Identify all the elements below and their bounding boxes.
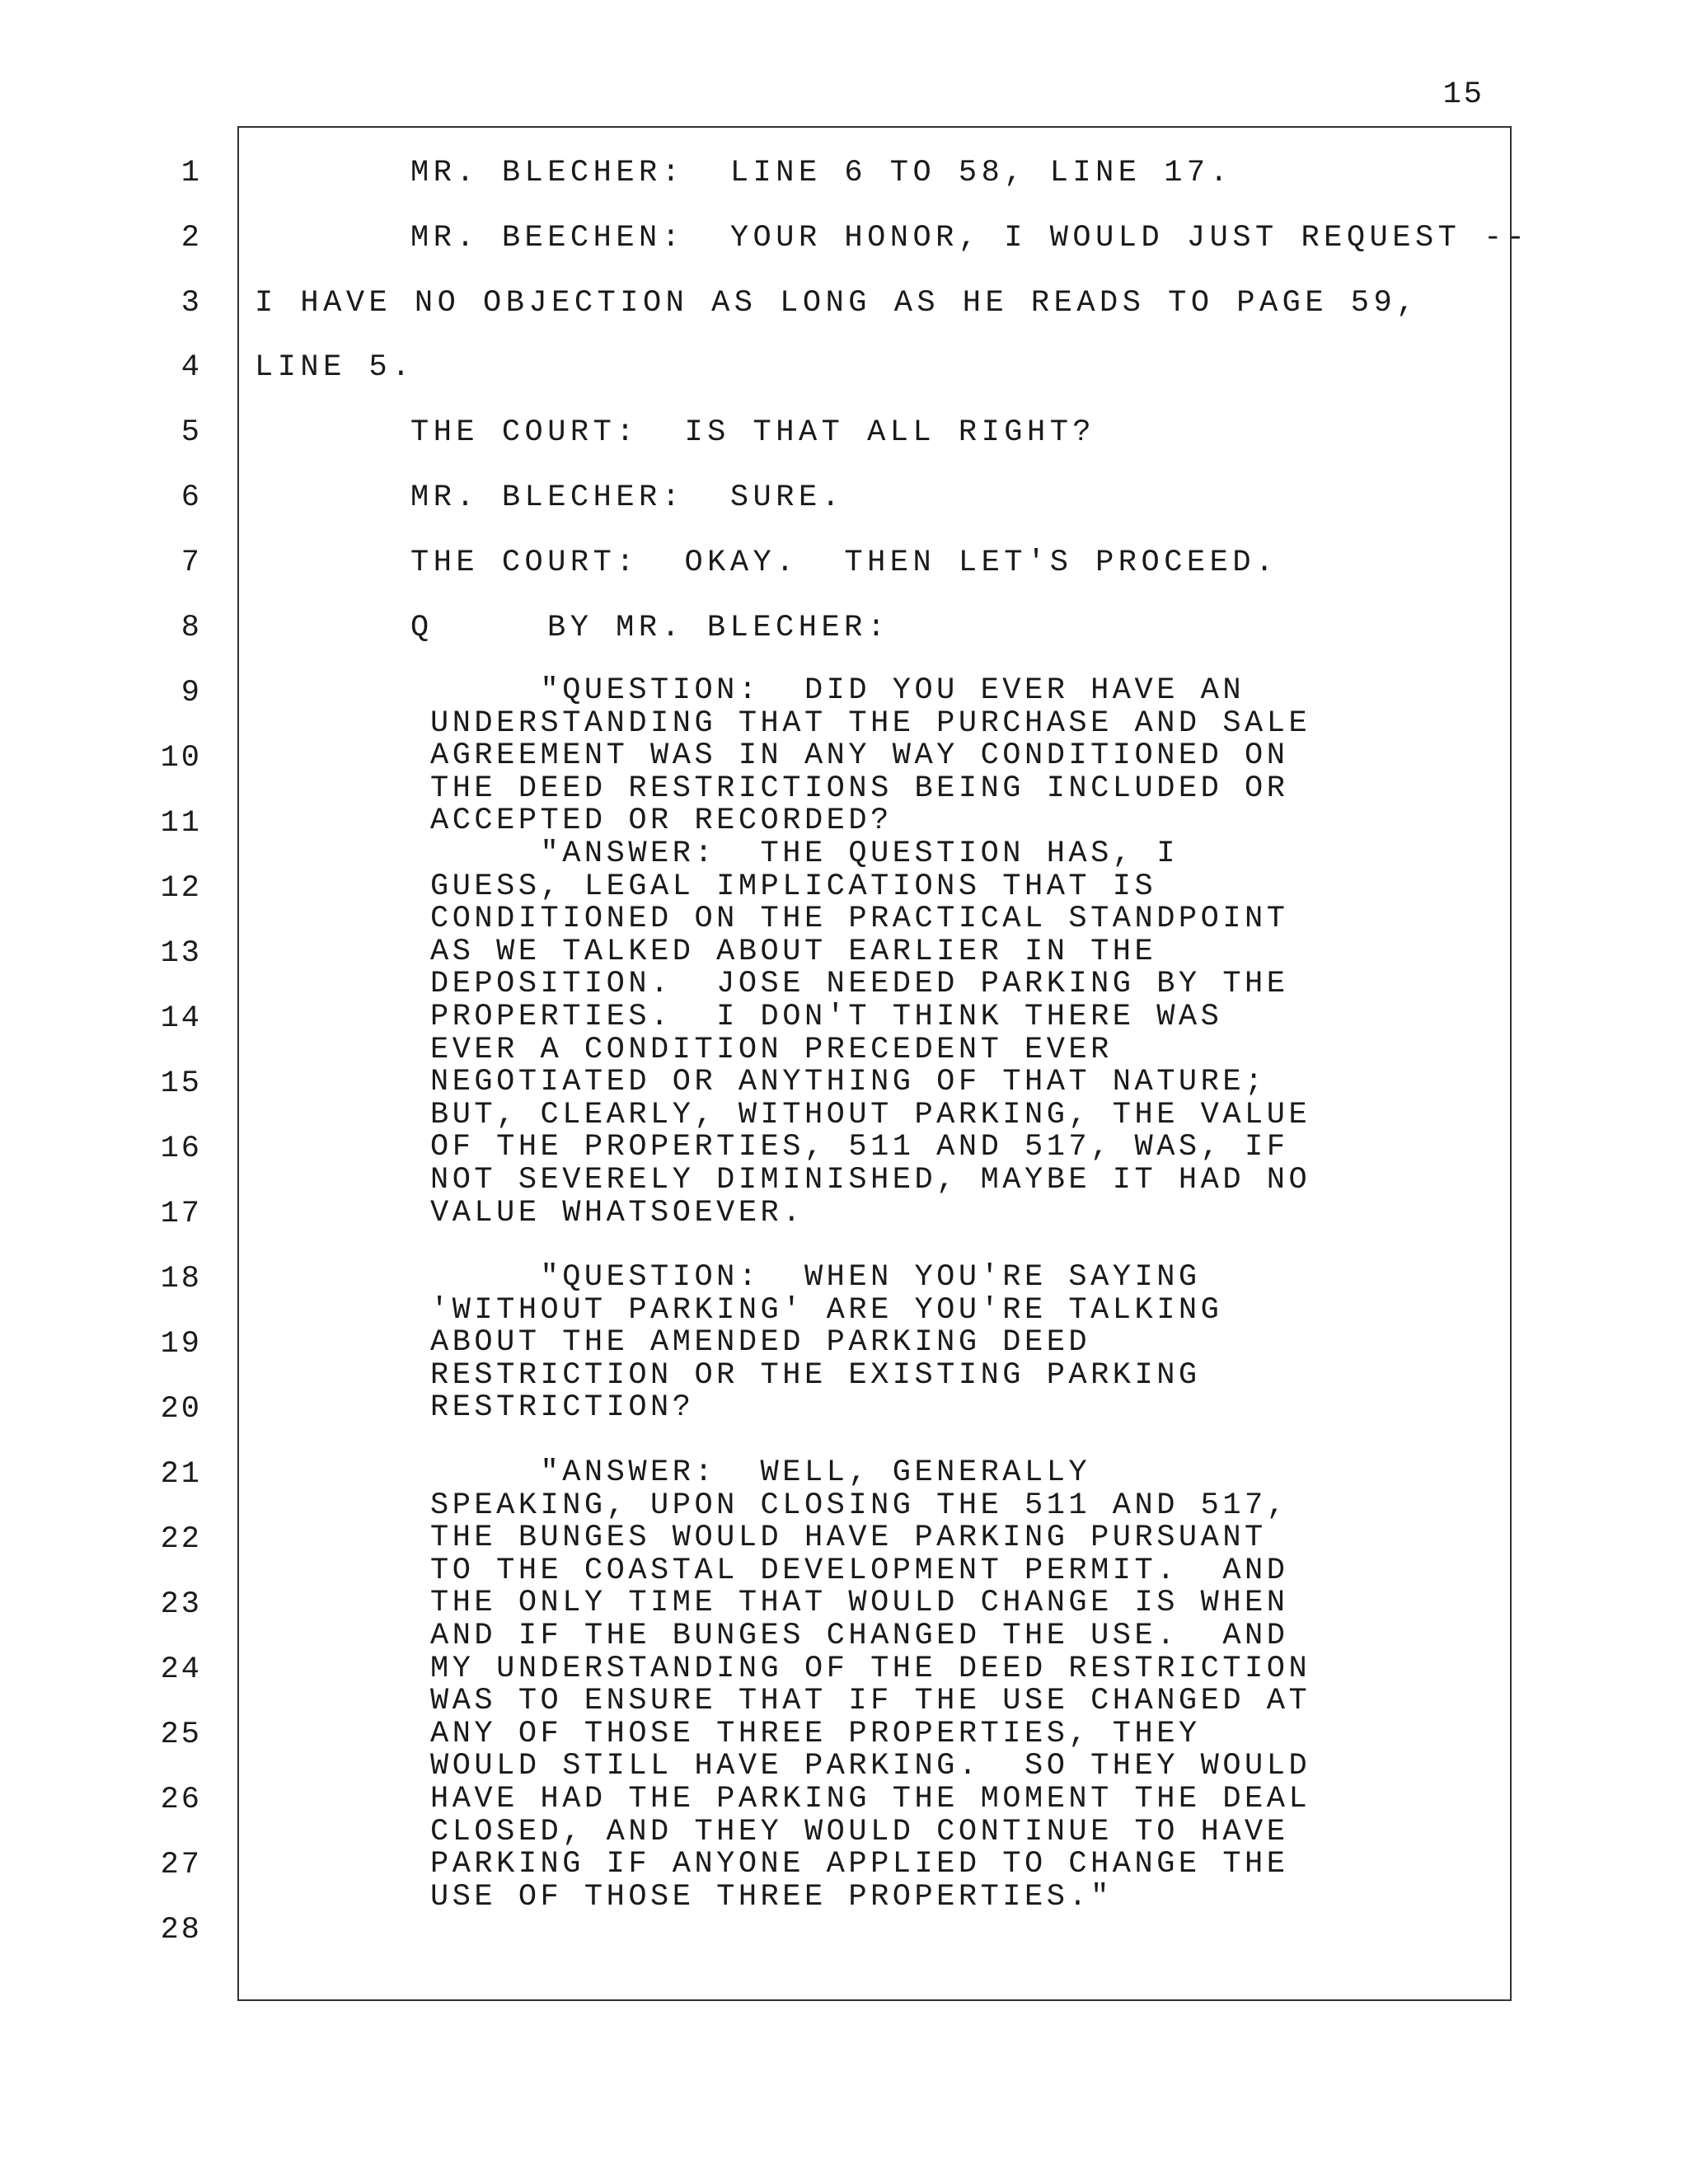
line-number: 5 (181, 415, 202, 450)
transcript-line: THE COURT: IS THAT ALL RIGHT? (410, 415, 1096, 450)
line-number: 6 (181, 480, 202, 515)
transcript-line: MR. BLECHER: LINE 6 TO 58, LINE 17. (410, 156, 1233, 190)
transcript-line: I HAVE NO OBJECTION AS LONG AS HE READS TO PAGE 59, (255, 286, 1419, 321)
quoted-testimony-block: "QUESTION: WHEN YOU'RE SAYING 'WITHOUT PARKING' ARE YOU'RE TALKING ABOUT THE AMENDED PARKING DEED RESTRICTION OR THE EXISTING PARKING RESTRICTION? (430, 1260, 1223, 1426)
line-number: 7 (181, 546, 202, 580)
line-number: 11 (160, 806, 202, 841)
transcript-line: MR. BEECHEN: YOUR HONOR, I WOULD JUST REQUEST -- (410, 221, 1530, 255)
transcript-line: MR. BLECHER: SURE. (410, 480, 845, 515)
transcript-line: LINE 5. (255, 350, 415, 385)
line-number: 4 (181, 350, 202, 385)
line-number: 21 (160, 1457, 202, 1492)
line-number: 20 (160, 1392, 202, 1427)
line-number: 10 (160, 741, 202, 776)
quoted-testimony-block: "ANSWER: WELL, GENERALLY SPEAKING, UPON CLOSING THE 511 AND 517, THE BUNGES WOULD HAVE PARKING PURSUANT TO THE COASTAL DEVELOPMENT PERMIT. AND THE ONLY TIME THAT WOULD CHANGE IS WHEN AND IF THE BUNGES CHANGED THE USE. AND MY UNDERSTANDING OF THE DEED RESTRICTION WAS TO ENSURE THAT IF THE USE CHANGED AT ANY OF THOSE THREE PROPERTIES, THEY WOULD STILL HAVE PARKING. SO THEY WOULD HAVE HAD THE PARKING THE MOMENT THE DEAL CLOSED, AND THEY WOULD CONTINUE TO HAVE PARKING IF ANYONE APPLIED TO CHANGE THE USE OF THOSE THREE PROPERTIES." (430, 1455, 1311, 1915)
examiner-label: BY MR. BLECHER: (547, 611, 890, 645)
page-number: 15 (1442, 77, 1484, 112)
line-number: 19 (160, 1327, 202, 1361)
line-number: 18 (160, 1262, 202, 1296)
line-number: 25 (160, 1718, 202, 1752)
line-number: 2 (181, 221, 202, 255)
line-number: 9 (181, 676, 202, 710)
line-number: 14 (160, 1001, 202, 1036)
transcript-line: THE COURT: OKAY. THEN LET'S PROCEED. (410, 546, 1278, 580)
line-number: 17 (160, 1197, 202, 1231)
question-marker: Q (410, 611, 434, 645)
line-number: 12 (160, 871, 202, 906)
line-number: 26 (160, 1783, 202, 1817)
line-number: 8 (181, 611, 202, 645)
line-number: 27 (160, 1848, 202, 1882)
line-number: 28 (160, 1913, 202, 1947)
line-number: 22 (160, 1522, 202, 1557)
line-number: 23 (160, 1587, 202, 1622)
line-number: 13 (160, 936, 202, 971)
line-number: 3 (181, 286, 202, 321)
line-number: 1 (181, 156, 202, 190)
line-number: 16 (160, 1132, 202, 1166)
quoted-testimony-block: "QUESTION: DID YOU EVER HAVE AN UNDERSTANDING THAT THE PURCHASE AND SALE AGREEMENT WAS IN ANY WAY CONDITIONED ON THE DEED RESTRICTIONS BEING INCLUDED OR ACCEPTED OR RECORDED? "ANSWER: THE QUESTION HAS, I GUESS, LEGAL IMPLICATIONS THAT IS CONDITIONED ON THE PRACTICAL STANDPOINT AS WE TALKED ABOUT EARLIER IN THE DEPOSITION. JOSE NEEDED PARKING BY THE PROPERTIES. I DON'T THINK THERE WAS EVER A CONDITION PRECEDENT EVER NEGOTIATED OR ANYTHING OF THAT NATURE; BUT, CLEARLY, WITHOUT PARKING, THE VALUE OF THE PROPERTIES, 511 AND 517, WAS, IF NOT SEVERELY DIMINISHED, MAYBE IT HAD NO VALUE WHATSOEVER. (430, 673, 1311, 1230)
line-number: 15 (160, 1066, 202, 1101)
line-number: 24 (160, 1652, 202, 1687)
